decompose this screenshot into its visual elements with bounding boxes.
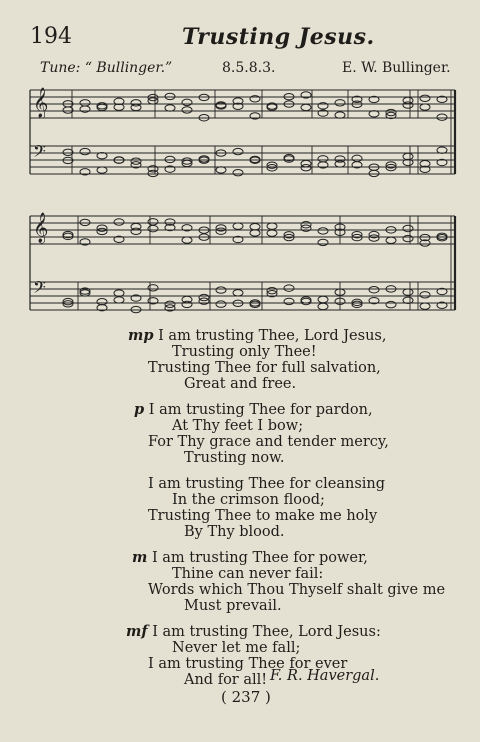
- music-note: [148, 170, 158, 176]
- music-note: [437, 147, 447, 153]
- music-note: [352, 155, 362, 161]
- verse-2-line-4: Trusting now.: [184, 450, 285, 466]
- music-note: [165, 93, 175, 99]
- verse-4-dynamic: m: [132, 549, 148, 566]
- music-note: [335, 112, 345, 118]
- music-note: [165, 105, 175, 111]
- music-note: [386, 301, 396, 307]
- music-note: [420, 95, 430, 101]
- verse-1-line-1: mp I am trusting Thee, Lord Jesus,: [128, 327, 387, 344]
- music-note: [301, 164, 311, 170]
- verse-5-dynamic: mf: [126, 623, 148, 640]
- music-note: [318, 303, 328, 309]
- verse-4-line-4: Must prevail.: [184, 598, 282, 614]
- music-note: [318, 228, 328, 234]
- music-note: [97, 104, 107, 110]
- music-note: [114, 219, 124, 225]
- hymn-title: Trusting Jesus.: [182, 24, 375, 50]
- bass-clef-icon: 𝄢: [33, 141, 46, 165]
- music-note: [267, 223, 277, 229]
- music-note: [318, 296, 328, 302]
- music-note: [335, 100, 345, 106]
- music-note: [233, 223, 243, 229]
- music-note: [80, 148, 90, 154]
- verse-1-dynamic: mp: [128, 327, 154, 344]
- treble-clef-icon: 𝄞: [33, 213, 49, 243]
- music-note: [301, 298, 311, 304]
- music-note: [250, 224, 260, 230]
- music-note: [63, 149, 73, 155]
- music-note: [403, 235, 413, 241]
- music-note: [182, 107, 192, 113]
- verse-1-line-2: Trusting only Thee!: [172, 344, 317, 360]
- music-note: [403, 289, 413, 295]
- music-note: [335, 161, 345, 167]
- music-note: [420, 303, 430, 309]
- bass-clef-icon: 𝄢: [33, 277, 46, 301]
- music-note: [148, 219, 158, 225]
- verse-5-line-1: mf I am trusting Thee, Lord Jesus:: [126, 623, 381, 640]
- music-note: [284, 298, 294, 304]
- music-note: [233, 169, 243, 175]
- music-note: [284, 285, 294, 291]
- music-note: [131, 100, 141, 106]
- music-note: [403, 297, 413, 303]
- music-note: [403, 225, 413, 231]
- music-note: [233, 148, 243, 154]
- verse-2-dynamic: p: [134, 401, 145, 418]
- music-note: [250, 230, 260, 236]
- meter: 8.5.8.3.: [222, 60, 276, 76]
- verse-2-line-2: At Thy feet I bow;: [172, 418, 304, 434]
- verse-4-line-2: Thine can never fail:: [172, 566, 324, 582]
- music-note: [114, 297, 124, 303]
- music-note: [182, 99, 192, 105]
- music-note: [63, 107, 73, 113]
- verse-3-line-4: By Thy blood.: [184, 524, 285, 540]
- music-note: [216, 287, 226, 293]
- music-note: [420, 292, 430, 298]
- music-note: [80, 290, 90, 296]
- verse-1-line-3: Trusting Thee for full salvation,: [148, 360, 381, 376]
- music-note: [318, 239, 328, 245]
- composer: E. W. Bullinger.: [342, 60, 451, 76]
- music-note: [301, 160, 311, 166]
- verse-5-line-2: Never let me fall;: [172, 640, 301, 656]
- music-note: [182, 296, 192, 302]
- music-note: [63, 233, 73, 239]
- music-note: [216, 167, 226, 173]
- music-note: [369, 287, 379, 293]
- verse-1-line-4: Great and free.: [184, 376, 297, 392]
- music-note: [148, 225, 158, 231]
- verse-3-line-3: Trusting Thee to make me holy: [148, 508, 378, 524]
- author-signature: F. R. Havergal.: [270, 668, 380, 684]
- verse-2-line-1: p I am trusting Thee for pardon,: [134, 401, 373, 418]
- music-note: [131, 228, 141, 234]
- music-note: [114, 290, 124, 296]
- music-note: [216, 301, 226, 307]
- hymn-number: 194: [30, 24, 72, 49]
- verse-5-line-4: And for all!: [184, 672, 268, 688]
- music-note: [148, 285, 158, 291]
- music-note: [250, 96, 260, 102]
- verse-2-line-3: For Thy grace and tender mercy,: [148, 434, 389, 450]
- music-note: [267, 230, 277, 236]
- music-note: [386, 237, 396, 243]
- treble-clef-icon: 𝄞: [33, 88, 49, 118]
- music-note: [233, 290, 243, 296]
- music-note: [165, 156, 175, 162]
- music-note: [369, 170, 379, 176]
- music-note: [97, 299, 107, 305]
- music-note: [80, 100, 90, 106]
- music-note: [182, 237, 192, 243]
- music-note: [97, 103, 107, 109]
- music-note: [301, 104, 311, 110]
- music-note: [80, 219, 90, 225]
- page-number: ( 237 ): [221, 688, 271, 706]
- music-note: [403, 97, 413, 103]
- music-note: [437, 114, 447, 120]
- verse-3-line-1: I am trusting Thee for cleansing: [148, 476, 386, 492]
- music-note: [403, 153, 413, 159]
- music-note: [369, 111, 379, 117]
- verse-4-line-1: m I am trusting Thee for power,: [132, 549, 368, 566]
- verse-5-line-3: I am trusting Thee for ever: [148, 656, 348, 672]
- music-note: [301, 297, 311, 303]
- music-note: [420, 104, 430, 110]
- verse-4-line-3: Words which Thou Thyself shalt give me: [148, 582, 446, 598]
- music-note: [97, 167, 107, 173]
- tune-name: Tune: “ Bullinger.”: [40, 60, 173, 76]
- music-note: [318, 156, 328, 162]
- verse-3-line-2: In the crimson flood;: [172, 492, 325, 508]
- music-note: [131, 306, 141, 312]
